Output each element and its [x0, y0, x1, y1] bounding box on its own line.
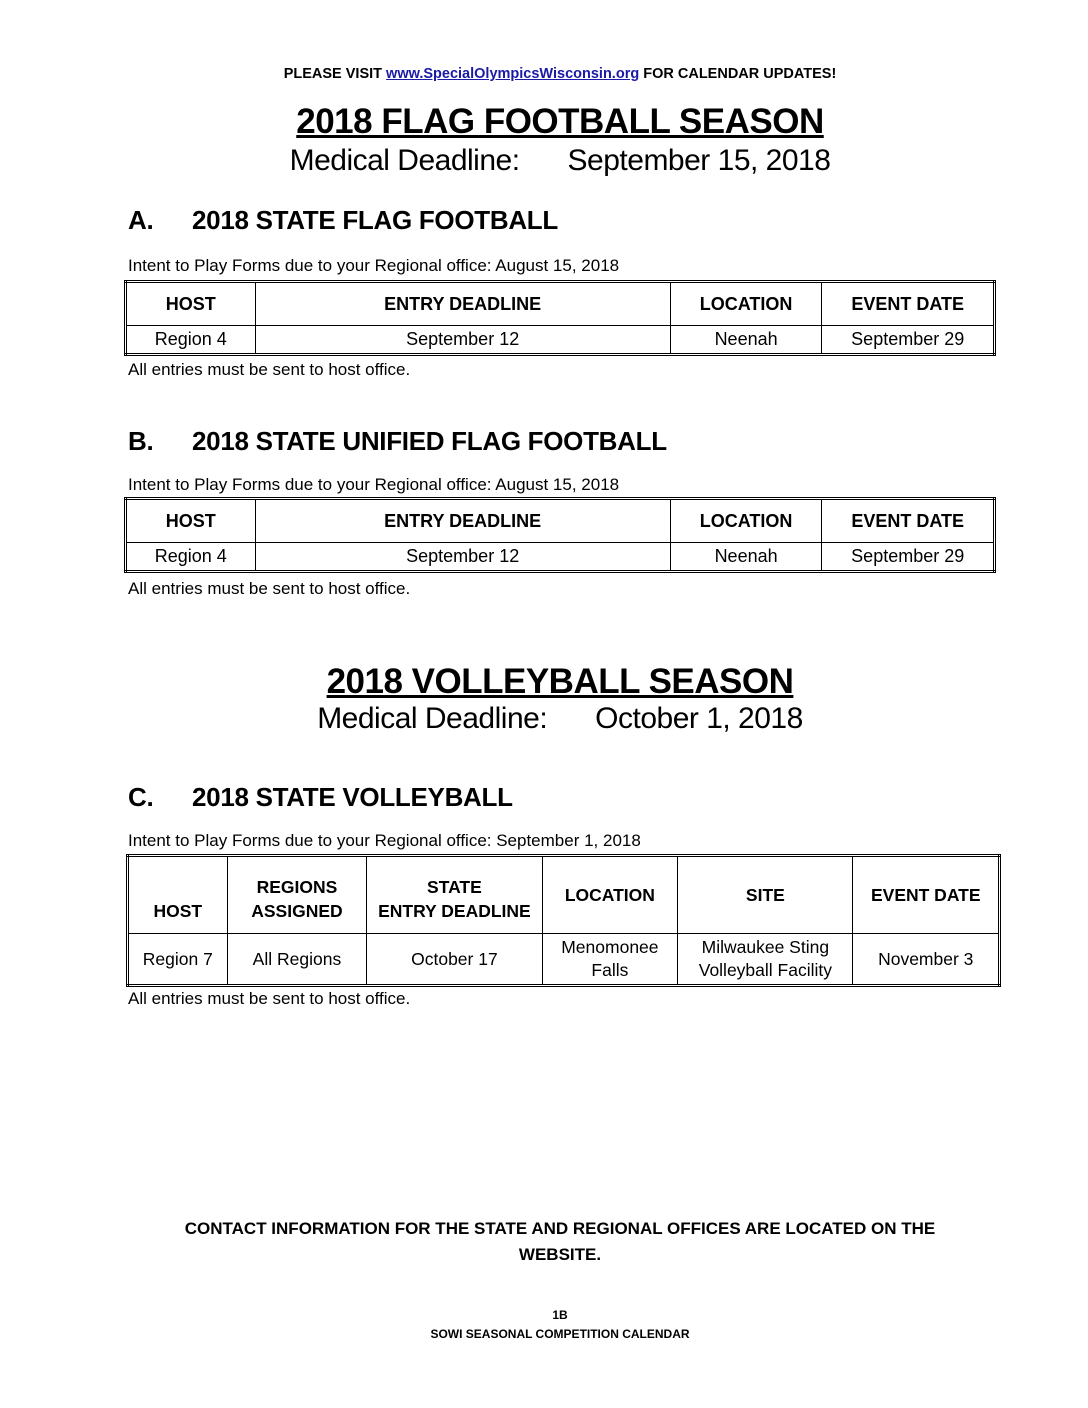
medical-deadline-label: Medical Deadline:: [317, 702, 548, 735]
section-c-intent: Intent to Play Forms due to your Regional office: September 1, 2018: [128, 831, 641, 850]
flag-football-season-title: 2018 FLAG FOOTBALL SEASON: [296, 102, 824, 141]
header-state-entry-deadline: STATE ENTRY DEADLINE: [367, 856, 542, 934]
section-a-intent: Intent to Play Forms due to your Regional office: August 15, 2018: [128, 256, 620, 275]
header-site: SITE: [678, 856, 853, 934]
section-c-heading: [128, 782, 513, 813]
cell-event-date: September 29: [822, 326, 995, 355]
medical-deadline-date: September 15, 2018: [567, 144, 831, 177]
calendar-update-notice: [0, 66, 1088, 82]
section-a-letter: A.: [128, 205, 154, 235]
cell-site: Milwaukee Sting Volleyball Facility: [678, 934, 853, 986]
table-header-row: [128, 856, 1000, 934]
header-location: LOCATION: [670, 282, 822, 326]
section-b-title: 2018 STATE UNIFIED FLAG FOOTBALL: [192, 426, 667, 456]
header-entry-deadline: ENTRY DEADLINE: [255, 499, 670, 543]
cell-location: Neenah: [670, 326, 822, 355]
page-number: 1B: [552, 1308, 568, 1322]
cell-entry-deadline: September 12: [255, 543, 670, 572]
header-host: HOST: [128, 856, 228, 934]
medical-deadline-date: October 1, 2018: [595, 702, 803, 735]
header-entry-deadline: ENTRY DEADLINE: [255, 282, 670, 326]
table-row: [126, 543, 995, 572]
notice-suffix: FOR CALENDAR UPDATES!: [643, 66, 837, 82]
table-row: [126, 326, 995, 355]
cell-location: Neenah: [670, 543, 822, 572]
flag-football-medical-deadline: [0, 144, 1088, 178]
header-event-date: EVENT DATE: [822, 282, 995, 326]
section-b-letter: B.: [128, 426, 154, 456]
cell-event-date: November 3: [853, 934, 1000, 986]
table-header-row: [126, 282, 995, 326]
table-header-row: [126, 499, 995, 543]
header-event-date: EVENT DATE: [822, 499, 995, 543]
section-a-title: 2018 STATE FLAG FOOTBALL: [192, 205, 558, 235]
header-host: HOST: [126, 282, 256, 326]
section-b-heading: [128, 426, 667, 457]
table-row: [128, 934, 1000, 986]
section-b-intent: Intent to Play Forms due to your Regional office: August 15, 2018: [128, 475, 620, 494]
cell-regions-assigned: All Regions: [227, 934, 367, 986]
header-event-date: EVENT DATE: [853, 856, 1000, 934]
medical-deadline-label: Medical Deadline:: [289, 144, 520, 177]
section-a-table: [124, 280, 996, 356]
section-b-table: [124, 497, 996, 573]
website-link[interactable]: www.SpecialOlympicsWisconsin.org: [386, 66, 640, 82]
section-b-note: All entries must be sent to host office.: [128, 579, 411, 598]
header-location: LOCATION: [542, 856, 678, 934]
header-location: LOCATION: [670, 499, 822, 543]
cell-location: Menomonee Falls: [542, 934, 678, 986]
section-a-heading: [128, 205, 558, 236]
contact-information-note: CONTACT INFORMATION FOR THE STATE AND REGIONAL OFFICES ARE LOCATED ON THE WEBSITE.: [184, 1219, 936, 1264]
cell-event-date: September 29: [822, 543, 995, 572]
section-c-table: [126, 854, 1001, 987]
cell-host: Region 7: [128, 934, 228, 986]
volleyball-season-title: 2018 VOLLEYBALL SEASON: [326, 662, 794, 701]
section-c-note: All entries must be sent to host office.: [128, 989, 411, 1008]
cell-entry-deadline: September 12: [255, 326, 670, 355]
cell-host: Region 4: [126, 326, 256, 355]
cell-host: Region 4: [126, 543, 256, 572]
volleyball-medical-deadline: [0, 702, 1088, 736]
header-host: HOST: [126, 499, 256, 543]
section-a-note: All entries must be sent to host office.: [128, 360, 411, 379]
cell-state-entry-deadline: October 17: [367, 934, 542, 986]
calendar-title: SOWI SEASONAL COMPETITION CALENDAR: [430, 1327, 690, 1341]
header-regions-assigned: REGIONS ASSIGNED: [227, 856, 367, 934]
section-c-title: 2018 STATE VOLLEYBALL: [192, 782, 513, 812]
section-c-letter: C.: [128, 782, 154, 812]
notice-prefix: PLEASE VISIT: [283, 66, 383, 82]
